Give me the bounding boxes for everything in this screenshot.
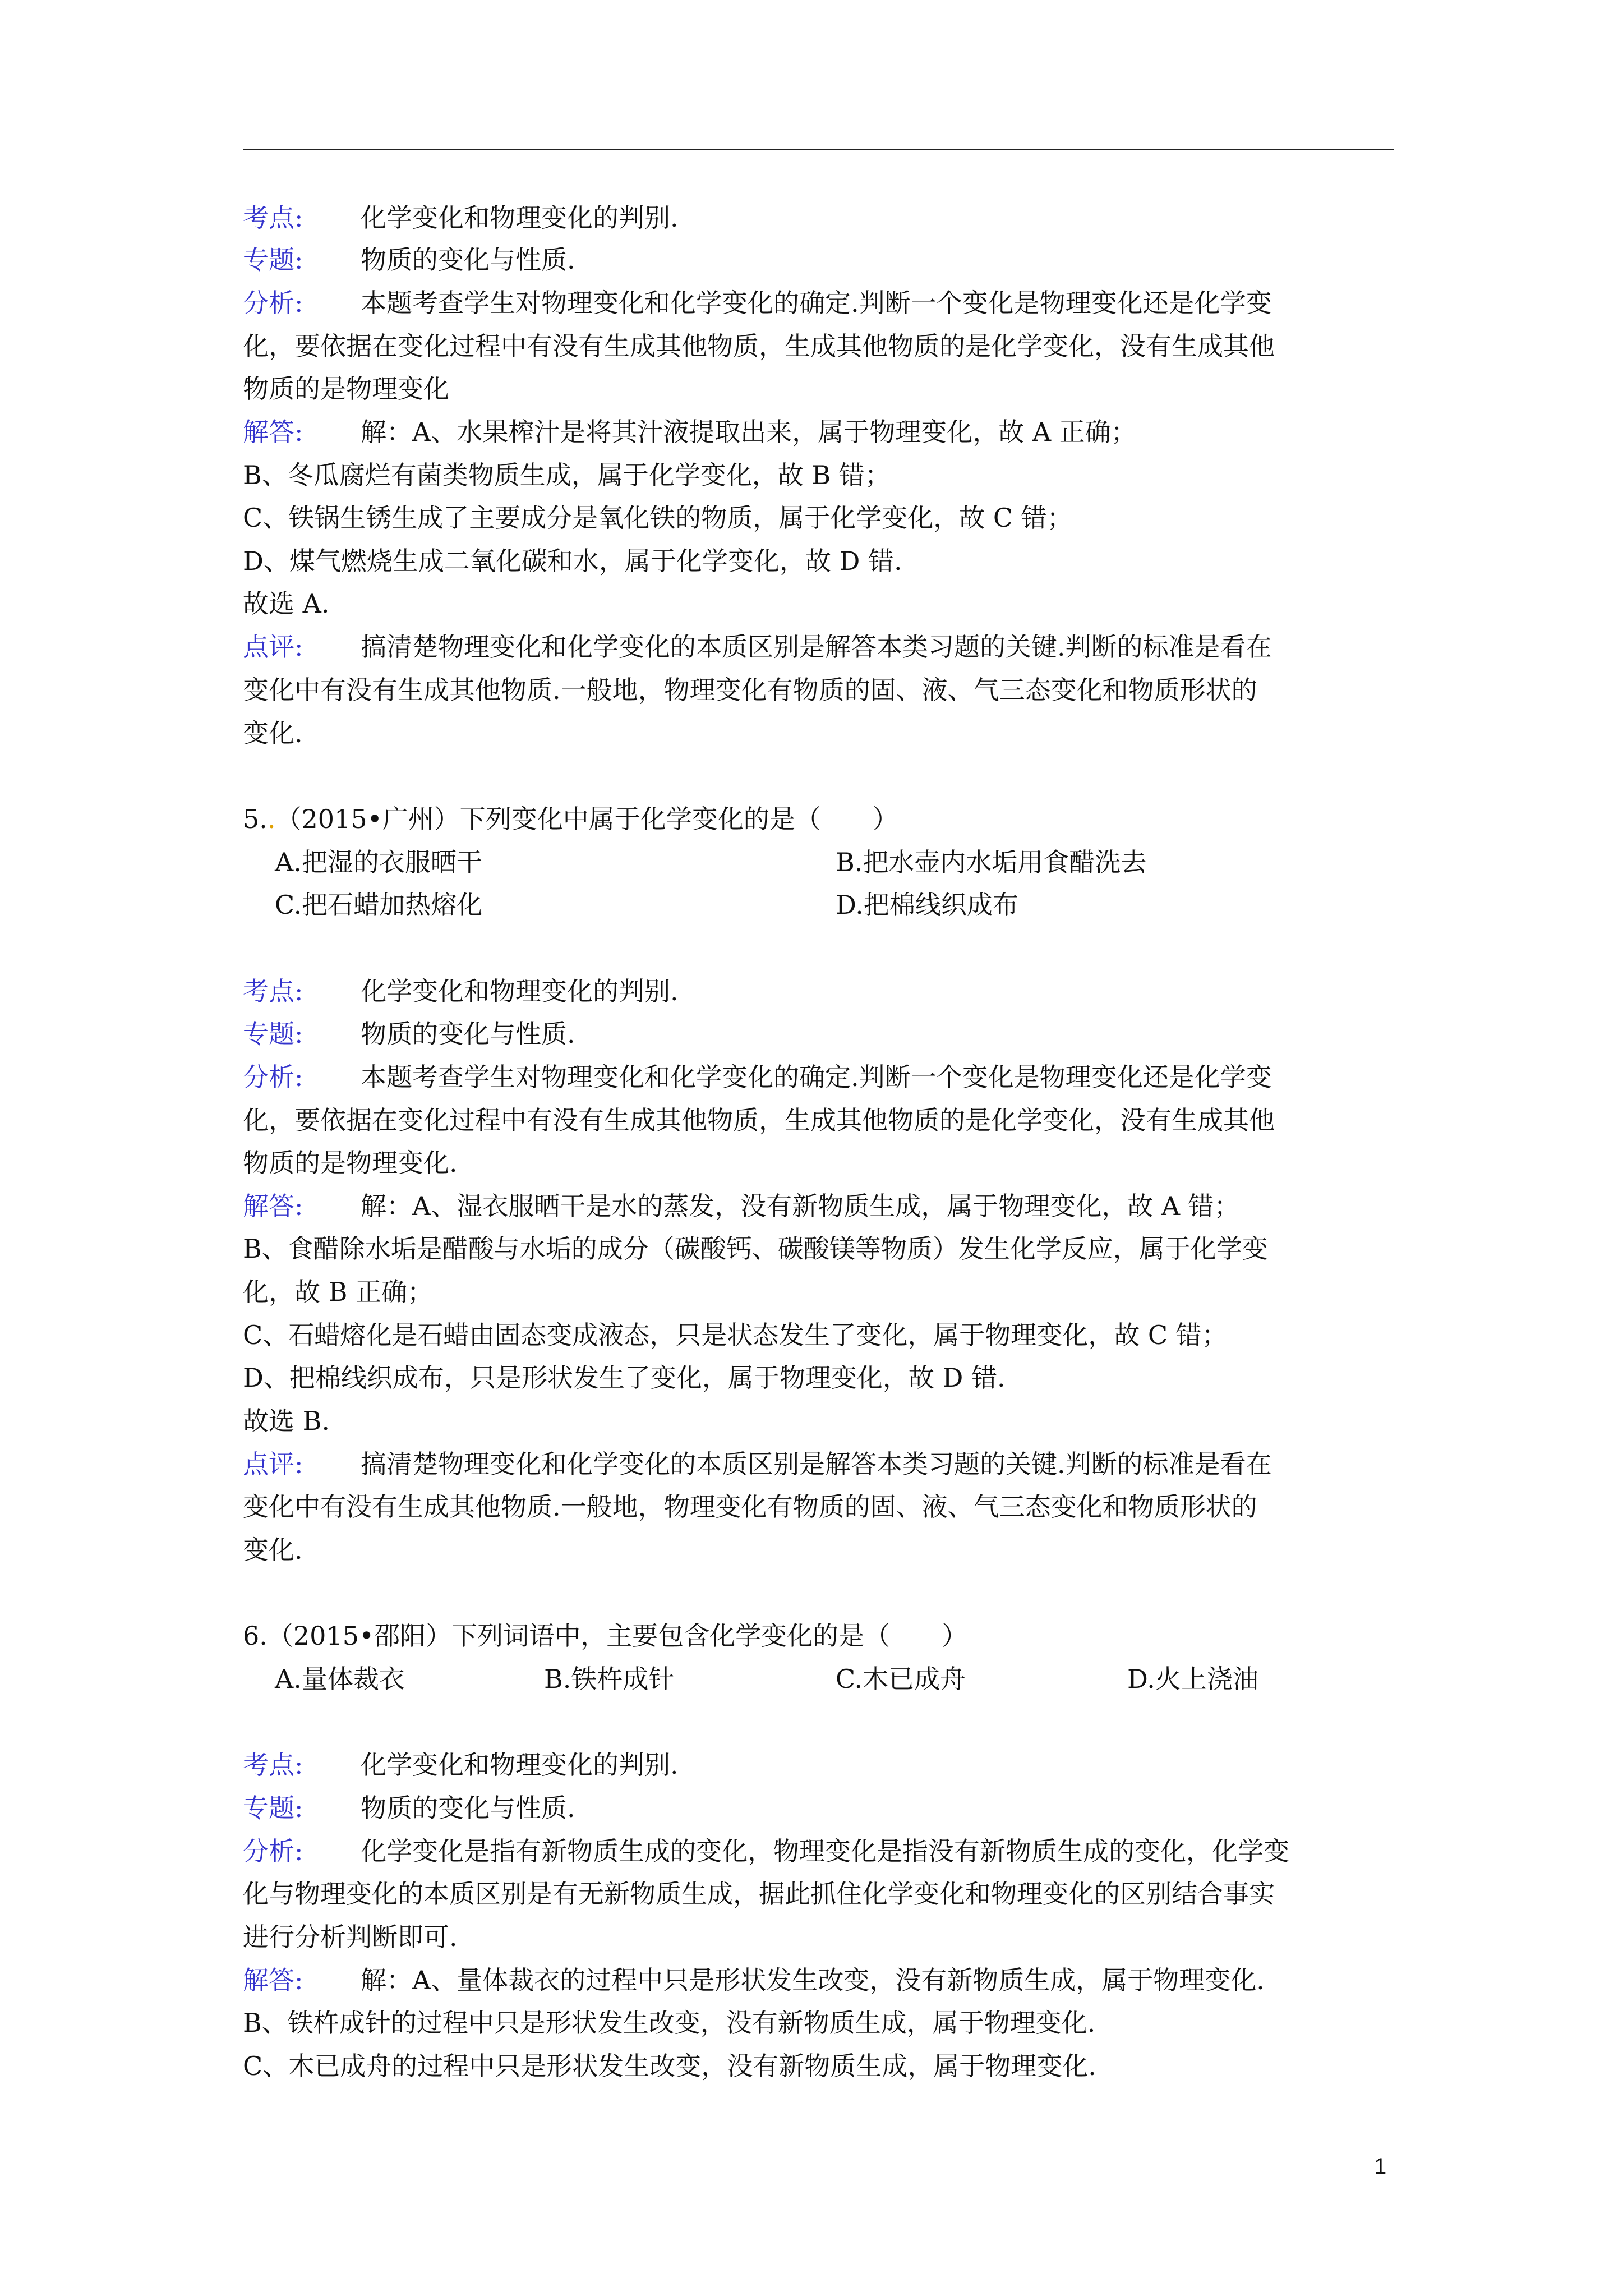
q5-fenxi-row <box>243 1060 1272 1094</box>
kaodian-label: 考点: <box>243 976 303 1006</box>
jieda-label: 解答: <box>243 417 303 447</box>
q5-dianping-line-2: 变化中有没有生成其他物质.一般地，物理变化有物质的固、液、气三态变化和物质形状的 <box>243 1492 1257 1522</box>
jieda-text: 解：A、湿衣服晒干是水的蒸发，没有新物质生成，属于物理变化，故 A 错； <box>361 1191 1240 1221</box>
q6-option-b: B.铁杵成针 <box>544 1664 675 1694</box>
q6-option-a: A.量体裁衣 <box>275 1664 405 1694</box>
q5-fenxi-line-2: 化，要依据在变化过程中有没有生成其他物质，生成其他物质的是化学变化，没有生成其他 <box>243 1105 1275 1135</box>
q6-jieda-line-3: C、木已成舟的过程中只是形状发生改变，没有新物质生成，属于物理变化. <box>243 2051 1096 2081</box>
kaodian-text: 化学变化和物理变化的判别. <box>361 1750 679 1780</box>
q4-fenxi-row <box>243 286 1272 320</box>
q5-stem <box>243 802 898 836</box>
fenxi-label: 分析: <box>243 1062 303 1092</box>
fenxi-text: 本题考查学生对物理变化和化学变化的确定.判断一个变化是物理变化还是化学变 <box>361 1062 1272 1092</box>
kaodian-label: 考点: <box>243 203 303 233</box>
jieda-text: 解：A、量体裁衣的过程中只是形状发生改变，没有新物质生成，属于物理变化. <box>361 1965 1265 1995</box>
kaodian-text: 化学变化和物理变化的判别. <box>361 976 679 1006</box>
q5-option-c: C.把石蜡加热熔化 <box>275 890 483 920</box>
q6-option-d: D.火上浇油 <box>1127 1664 1258 1694</box>
q5-jieda-line-4: C、石蜡熔化是石蜡由固态变成液态，只是状态发生了变化，属于物理变化，故 C 错； <box>243 1320 1228 1350</box>
q4-fenxi-line-3: 物质的是物理变化 <box>243 374 449 404</box>
q5-stem-text: （2015•广州）下列变化中属于化学变化的是（ ） <box>275 804 898 834</box>
fenxi-text: 化学变化是指有新物质生成的变化，物理变化是指没有新物质生成的变化，化学变 <box>361 1836 1289 1866</box>
fenxi-label: 分析: <box>243 1836 303 1866</box>
q4-kaodian-row <box>243 201 679 234</box>
q5-jieda-line-6: 故选 B. <box>243 1406 330 1436</box>
fenxi-label: 分析: <box>243 288 303 318</box>
q5-jieda-line-5: D、把棉线织成布，只是形状发生了变化，属于物理变化，故 D 错. <box>243 1363 1006 1393</box>
kaodian-text: 化学变化和物理变化的判别. <box>361 203 679 233</box>
fenxi-text: 本题考查学生对物理变化和化学变化的确定.判断一个变化是物理变化还是化学变 <box>361 288 1272 318</box>
q5-number: 5. <box>243 804 268 834</box>
q4-zhuanti-row <box>243 243 575 277</box>
q5-jieda-line-3: 化，故 B 正确； <box>243 1277 434 1307</box>
q4-dianping-line-2: 变化中有没有生成其他物质.一般地，物理变化有物质的固、液、气三态变化和物质形状的 <box>243 675 1257 705</box>
q6-jieda-row <box>243 1963 1265 1997</box>
q6-fenxi-row <box>243 1834 1289 1868</box>
jieda-label: 解答: <box>243 1965 303 1995</box>
q4-jieda-line-5: 故选 A. <box>243 588 330 619</box>
q5-kaodian-row <box>243 974 679 1008</box>
q6-option-c: C.木已成舟 <box>836 1664 966 1694</box>
zhuanti-label: 专题: <box>243 1793 303 1823</box>
kaodian-label: 考点: <box>243 1750 303 1780</box>
q5-option-a: A.把湿的衣服晒干 <box>275 847 482 877</box>
header-rule <box>243 149 1394 150</box>
dianping-text: 搞清楚物理变化和化学变化的本质区别是解答本类习题的关键.判断的标准是看在 <box>361 632 1272 662</box>
q6-stem: 6.（2015•邵阳）下列词语中，主要包含化学变化的是（ ） <box>243 1621 968 1651</box>
q4-dianping-line-3: 变化. <box>243 718 303 748</box>
dianping-label: 点评: <box>243 1449 303 1479</box>
q5-dianping-row <box>243 1447 1272 1481</box>
q4-jieda-line-3: C、铁锅生锈生成了主要成分是氧化铁的物质，属于化学变化，故 C 错； <box>243 503 1073 533</box>
jieda-text: 解：A、水果榨汁是将其汁液提取出来，属于物理变化，故 A 正确； <box>361 417 1137 447</box>
zhuanti-text: 物质的变化与性质. <box>361 245 575 275</box>
q5-fenxi-line-3: 物质的是物理变化. <box>243 1148 458 1178</box>
zhuanti-label: 专题: <box>243 1019 303 1049</box>
q4-fenxi-line-2: 化，要依据在变化过程中有没有生成其他物质，生成其他物质的是化学变化，没有生成其他 <box>243 331 1275 361</box>
q4-dianping-row <box>243 630 1272 664</box>
q5-option-b: B.把水壶内水垢用食醋洗去 <box>836 847 1147 877</box>
dianping-label: 点评: <box>243 632 303 662</box>
q6-kaodian-row <box>243 1748 679 1782</box>
q5-dianping-line-3: 变化. <box>243 1535 303 1565</box>
q5-jieda-row <box>243 1189 1240 1223</box>
page-number: 1 <box>1374 2154 1387 2179</box>
q5-jieda-line-2: B、食醋除水垢是醋酸与水垢的成分（碳酸钙、碳酸镁等物质）发生化学反应，属于化学变 <box>243 1234 1268 1264</box>
dianping-text: 搞清楚物理变化和化学变化的本质区别是解答本类习题的关键.判断的标准是看在 <box>361 1449 1272 1479</box>
q4-jieda-line-2: B、冬瓜腐烂有菌类物质生成，属于化学变化，故 B 错； <box>243 460 891 490</box>
zhuanti-text: 物质的变化与性质. <box>361 1793 575 1823</box>
zhuanti-text: 物质的变化与性质. <box>361 1019 575 1049</box>
zhuanti-label: 专题: <box>243 245 303 275</box>
q4-jieda-row <box>243 415 1137 449</box>
q6-fenxi-line-3: 进行分析判断即可. <box>243 1922 458 1952</box>
q5-marker-dot: . <box>267 804 276 834</box>
q5-option-d: D.把棉线织成布 <box>836 890 1018 920</box>
q4-jieda-line-4: D、煤气燃烧生成二氧化碳和水，属于化学变化，故 D 错. <box>243 546 902 576</box>
q6-jieda-line-2: B、铁杵成针的过程中只是形状发生改变，没有新物质生成，属于物理变化. <box>243 2008 1096 2038</box>
q5-zhuanti-row <box>243 1017 575 1051</box>
q6-zhuanti-row <box>243 1791 575 1825</box>
q6-fenxi-line-2: 化与物理变化的本质区别是有无新物质生成，据此抓住化学变化和物理变化的区别结合事实 <box>243 1879 1275 1909</box>
jieda-label: 解答: <box>243 1191 303 1221</box>
